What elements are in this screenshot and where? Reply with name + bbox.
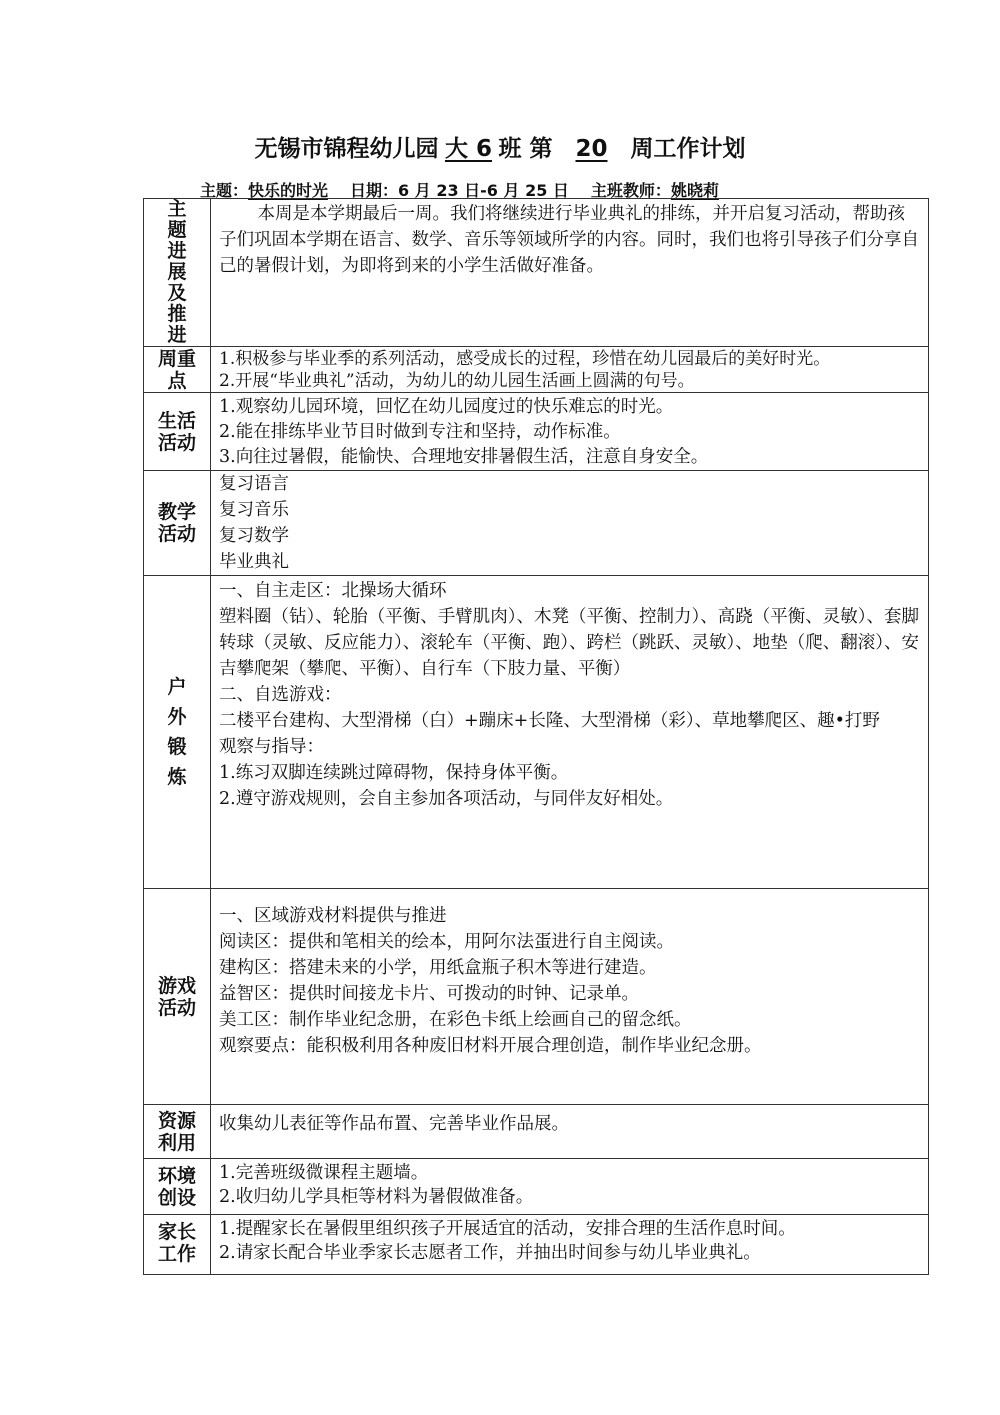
title-suffix: 周工作计划 xyxy=(630,136,746,162)
row-label xyxy=(144,576,211,889)
content-line: 毕业典礼 xyxy=(219,552,289,572)
row-label xyxy=(144,889,211,1105)
class-name: 大 6 xyxy=(444,136,492,162)
content-line: 观察与指导： xyxy=(219,737,324,757)
row-resources xyxy=(144,1105,929,1159)
class-suffix: 班 第 xyxy=(498,136,553,162)
content-line: 美工区：制作毕业纪念册，在彩色卡纸上绘画自己的留念纸。 xyxy=(219,1010,692,1030)
row-label xyxy=(144,393,211,471)
content-line: 1.积极参与毕业季的系列活动，感受成长的过程，珍惜在幼儿园最后的美好时光。 xyxy=(219,349,831,369)
row-content xyxy=(211,889,929,1105)
content-line: 复习音乐 xyxy=(219,500,289,520)
content-line: 一、区域游戏材料提供与推进 xyxy=(219,906,447,926)
content-line: 二楼平台建构、大型滑梯（白）+蹦床+长隆、大型滑梯（彩）、草地攀爬区、趣•打野 xyxy=(219,711,880,731)
content-line: 复习数学 xyxy=(219,526,289,546)
teacher-value: 姚晓莉 xyxy=(670,181,719,200)
row-label xyxy=(144,1159,211,1215)
row-content xyxy=(211,471,929,576)
row-content xyxy=(211,393,929,471)
content-line: 3.向往过暑假，能愉快、合理地安排暑假生活，注意自身安全。 xyxy=(219,447,709,467)
content-line: 2.开展“毕业典礼”活动，为幼儿的幼儿园生活画上圆满的句号。 xyxy=(219,371,695,391)
content-line: 1.完善班级微课程主题墙。 xyxy=(219,1163,429,1183)
content-line: 建构区：搭建未来的小学，用纸盒瓶子积木等进行建造。 xyxy=(219,958,657,978)
label-text: 主题 进展 及推 进 xyxy=(167,198,187,346)
row-label xyxy=(144,199,211,347)
content-line: 2.请家长配合毕业季家长志愿者工作，并抽出时间参与幼儿毕业典礼。 xyxy=(219,1243,761,1263)
row-label xyxy=(144,1105,211,1159)
label-text: 游戏 活动 xyxy=(157,974,196,1019)
theme-value: 快乐的时光 xyxy=(248,181,329,200)
row-content xyxy=(211,576,929,889)
theme-label: 主题： xyxy=(200,181,249,200)
content-paragraph: 本周是本学期最后一周。我们将继续进行毕业典礼的排练，并开启复习活动，帮助孩子们巩固本学期在语言、数学、音乐等领域所学的内容。同时，我们也将引导孩子们分享自己的暑假计划，为即将到来的小学生活做好准备。 xyxy=(219,204,919,276)
week-number: 20 xyxy=(575,136,608,162)
content-line: 益智区：提供时间接龙卡片、可拨动的时钟、记录单。 xyxy=(219,984,639,1004)
content-line: 1.观察幼儿园环境，回忆在幼儿园度过的快乐难忘的时光。 xyxy=(219,397,674,417)
row-label xyxy=(144,471,211,576)
content-line: 2.能在排练毕业节目时做到专注和坚持，动作标准。 xyxy=(219,422,621,442)
row-label xyxy=(144,1215,211,1275)
content-line: 观察要点：能积极利用各种废旧材料开展合理创造，制作毕业纪念册。 xyxy=(219,1036,762,1056)
row-theme-progress xyxy=(144,199,929,347)
content-line: 塑料圈（钻）、轮胎（平衡、手臂肌肉）、木凳（平衡、控制力）、高跷（平衡、灵敏）、套脚转球（灵敏、反应能力）、滚轮车（平衡、跑）、跨栏（跳跃、灵敏）、地垫（爬、翻滚）、安吉攀爬架（攀爬、平衡）、自行车（下肢力量、平衡） xyxy=(219,607,919,679)
row-label xyxy=(144,347,211,393)
content-line: 2.收归幼儿学具柜等材料为暑假做准备。 xyxy=(219,1187,534,1207)
content-line: 1.提醒家长在暑假里组织孩子开展适宜的活动，安排合理的生活作息时间。 xyxy=(219,1219,796,1239)
row-content xyxy=(211,199,929,347)
date-value: 6 月 23 日-6 月 25 日 xyxy=(398,181,569,200)
content-line: 收集幼儿表征等作品布置、完善毕业作品展。 xyxy=(219,1114,569,1134)
row-games xyxy=(144,889,929,1105)
label-text: 环境 创设 xyxy=(157,1164,196,1209)
title-prefix: 无锡市锦程幼儿园 xyxy=(254,136,439,162)
date-label: 日期： xyxy=(350,181,399,200)
row-parents xyxy=(144,1215,929,1275)
row-content xyxy=(211,1215,929,1275)
label-text: 生活 活动 xyxy=(157,409,196,454)
row-content xyxy=(211,1159,929,1215)
row-content xyxy=(211,347,929,393)
row-daily-life xyxy=(144,393,929,471)
content-line: 1.练习双脚连续跳过障碍物，保持身体平衡。 xyxy=(219,763,569,783)
label-text: 户 外 锻 炼 xyxy=(167,676,187,788)
row-teaching xyxy=(144,471,929,576)
teacher-label: 主班教师： xyxy=(590,181,671,200)
content-line: 复习语言 xyxy=(219,474,289,494)
label-text: 周重 点 xyxy=(157,347,196,392)
label-text: 家长 工作 xyxy=(157,1221,196,1265)
row-environment xyxy=(144,1159,929,1215)
content-line: 阅读区：提供和笔相关的绘本，用阿尔法蛋进行自主阅读。 xyxy=(219,932,674,952)
row-outdoor xyxy=(144,576,929,889)
page-title xyxy=(0,130,1000,163)
row-weekly-focus xyxy=(144,347,929,393)
label-text: 教学 活动 xyxy=(157,501,196,545)
plan-table xyxy=(143,198,929,1275)
content-line: 2.遵守游戏规则，会自主参加各项活动，与同伴友好相处。 xyxy=(219,789,674,809)
content-line: 一、自主走区：北操场大循环 xyxy=(219,581,447,601)
content-line: 二、自选游戏： xyxy=(219,685,342,705)
label-text: 资源 利用 xyxy=(157,1109,196,1154)
row-content xyxy=(211,1105,929,1159)
